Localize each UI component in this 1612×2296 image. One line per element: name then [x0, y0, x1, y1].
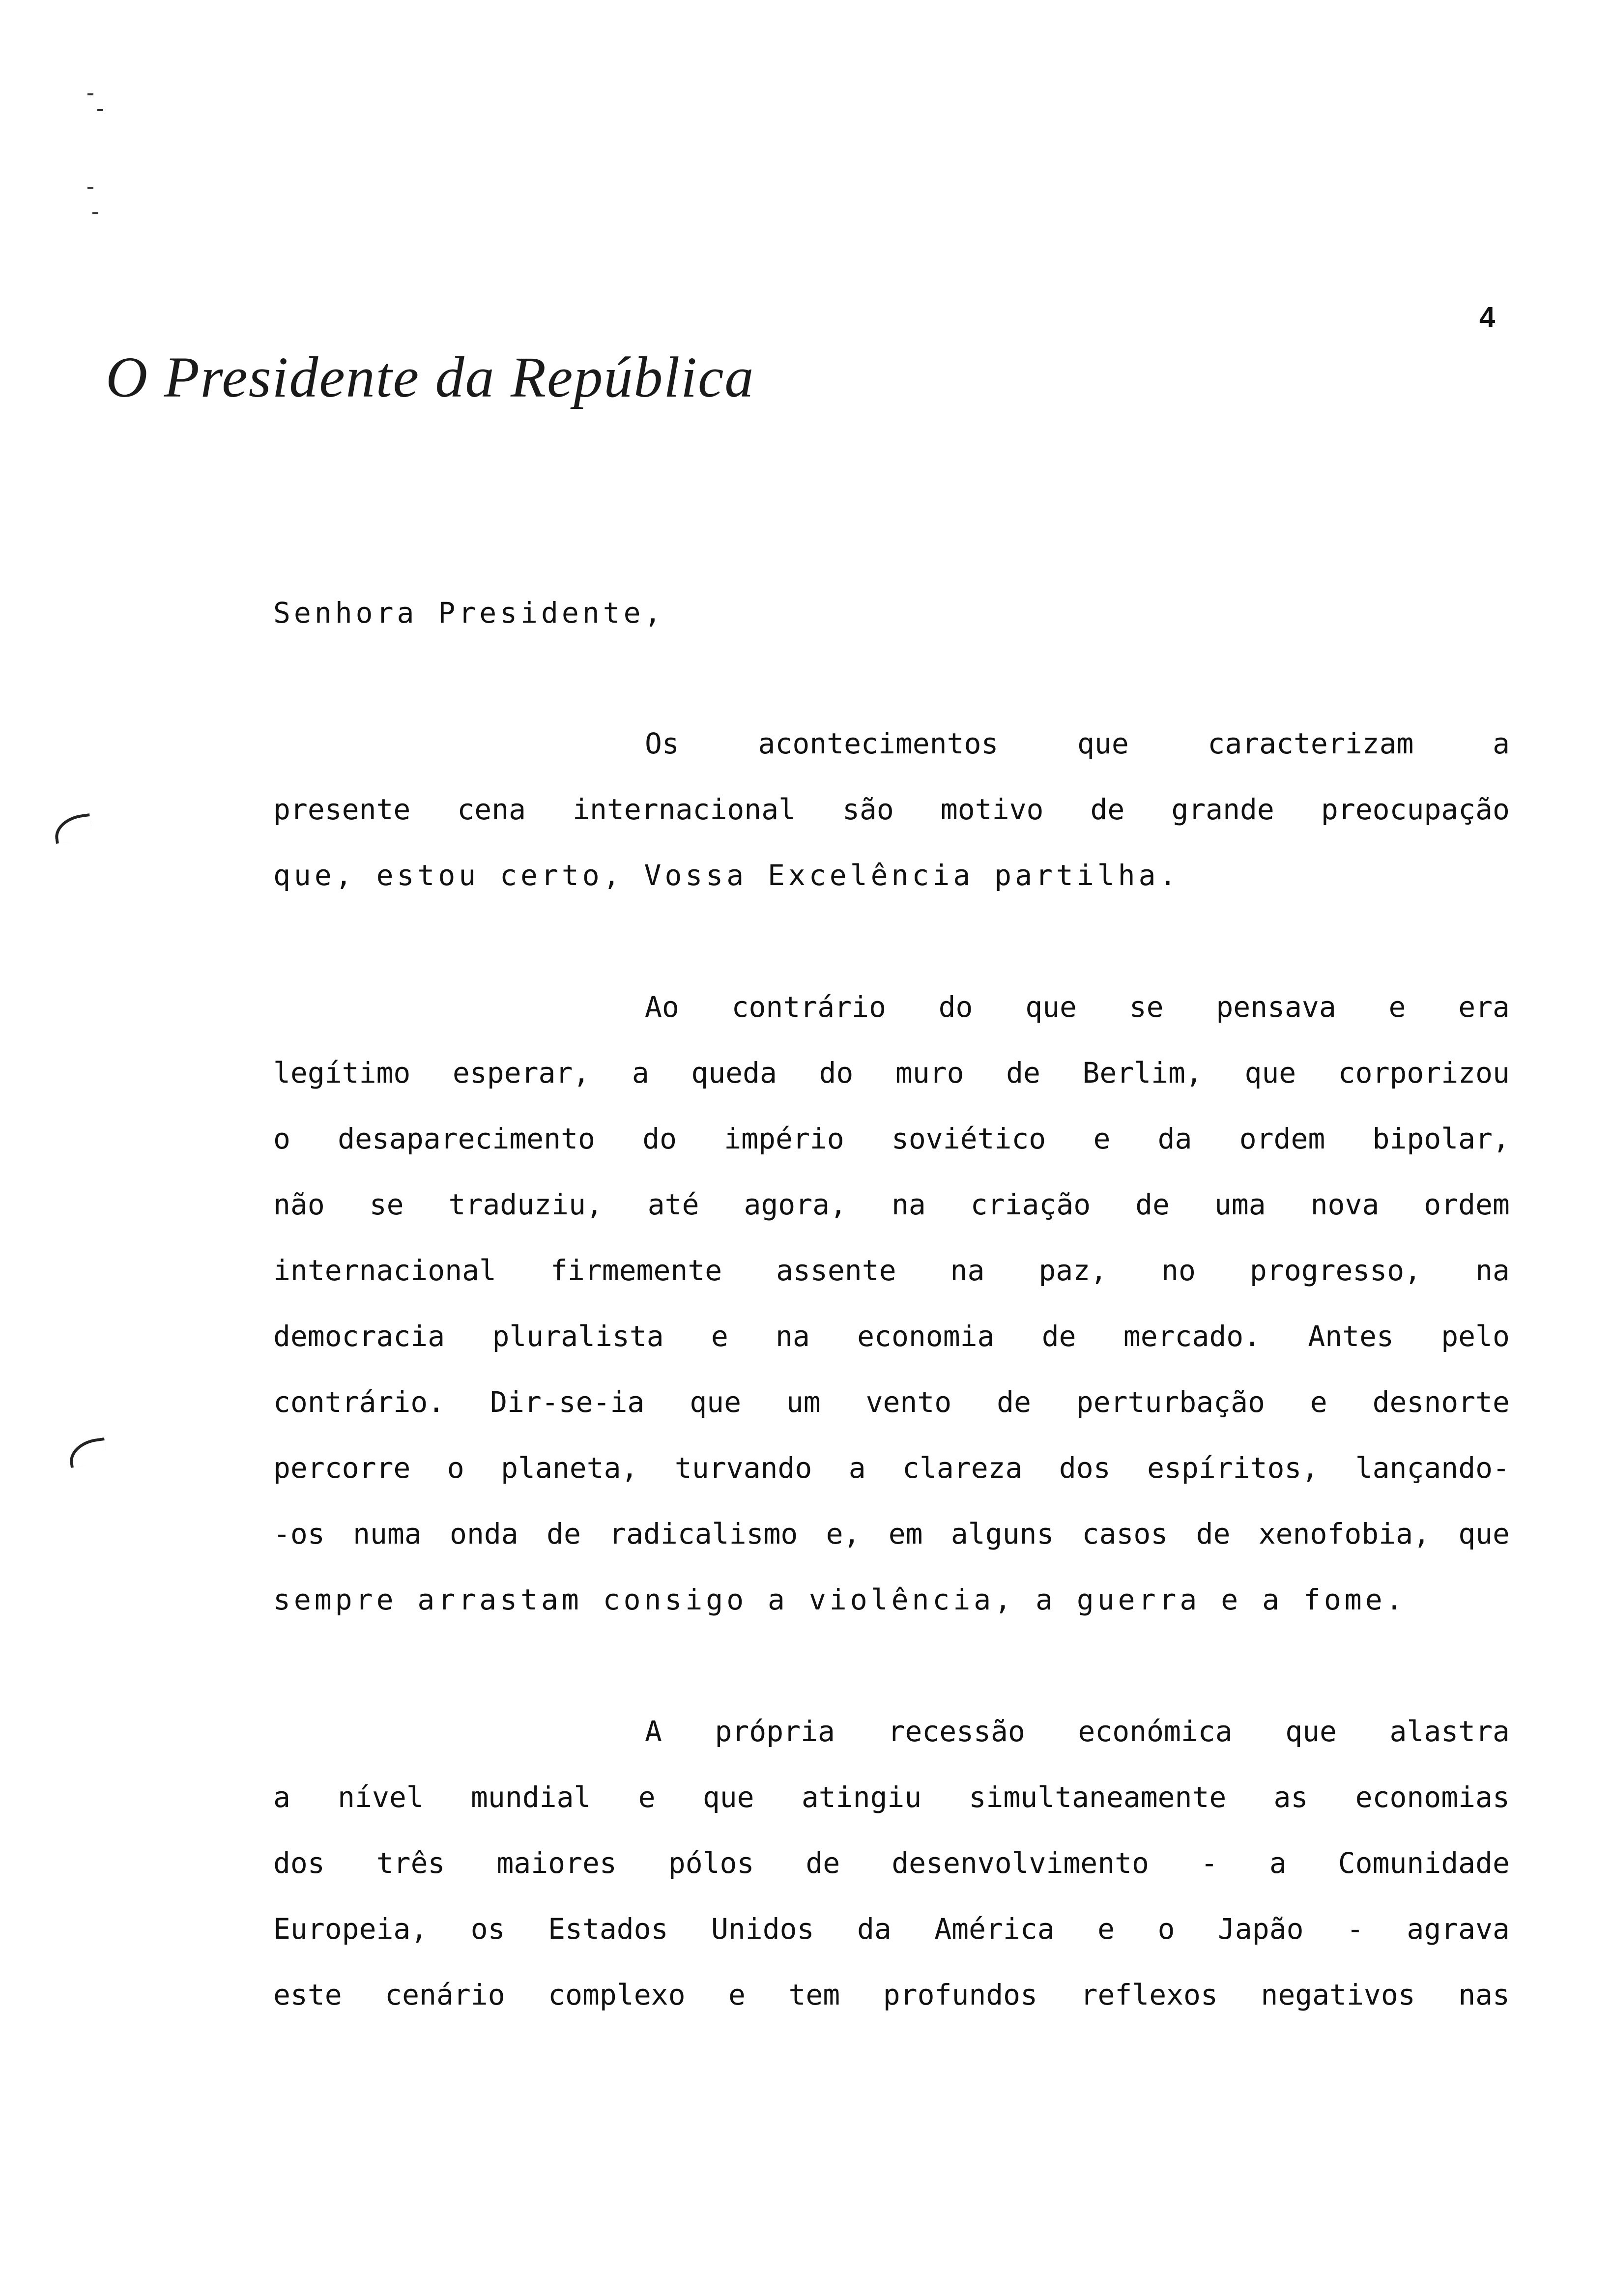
- letterhead: O Presidente da República: [106, 345, 755, 409]
- paragraph-line: internacional firmemente assente na paz, no progresso, na: [273, 1254, 1510, 1287]
- paragraph-line: que, estou certo, Vossa Excelência partilha.: [273, 859, 1180, 892]
- paragraph-line: sempre arrastam consigo a violência, a guerra e a fome.: [273, 1583, 1407, 1616]
- paragraph-line: este cenário complexo e tem profundos reflexos negativos nas: [273, 1978, 1510, 2011]
- paragraph-first-line: Os acontecimentos que caracterizam a: [645, 727, 1510, 760]
- paragraph-line: percorre o planeta, turvando a clareza dos espíritos, lançando-: [273, 1451, 1510, 1485]
- page-number: 4: [1479, 301, 1496, 333]
- paragraph-line: dos três maiores pólos de desenvolvimento - a Comunidade: [273, 1846, 1510, 1880]
- paragraph-line: Europeia, os Estados Unidos da América e o Japão - agrava: [273, 1912, 1510, 1946]
- scan-mark: [97, 109, 103, 111]
- paragraph-first-line: Ao contrário do que se pensava e era: [645, 990, 1510, 1024]
- paragraph-line: legítimo esperar, a queda do muro de Berlim, que corporizou: [273, 1056, 1510, 1090]
- paragraph-line: a nível mundial e que atingiu simultaneamente as economias: [273, 1780, 1510, 1814]
- scan-mark: [92, 212, 98, 214]
- scan-mark: [53, 813, 93, 844]
- paragraph-first-line: A própria recessão económica que alastra: [645, 1715, 1510, 1748]
- scan-mark: [87, 93, 93, 95]
- paragraph-line: o desaparecimento do império soviético e da ordem bipolar,: [273, 1122, 1510, 1155]
- paragraph-line: presente cena internacional são motivo de grande preocupação: [273, 793, 1510, 826]
- paragraph-line: democracia pluralista e na economia de mercado. Antes pelo: [273, 1320, 1510, 1353]
- scan-mark: [67, 1437, 108, 1468]
- salutation: Senhora Presidente,: [273, 596, 665, 630]
- paragraph-line: contrário. Dir-se-ia que um vento de perturbação e desnorte: [273, 1385, 1510, 1419]
- scan-mark: [87, 187, 93, 189]
- paragraph-line: -os numa onda de radicalismo e, em alguns casos de xenofobia, que: [273, 1517, 1510, 1550]
- paragraph-line: não se traduziu, até agora, na criação de uma nova ordem: [273, 1188, 1510, 1221]
